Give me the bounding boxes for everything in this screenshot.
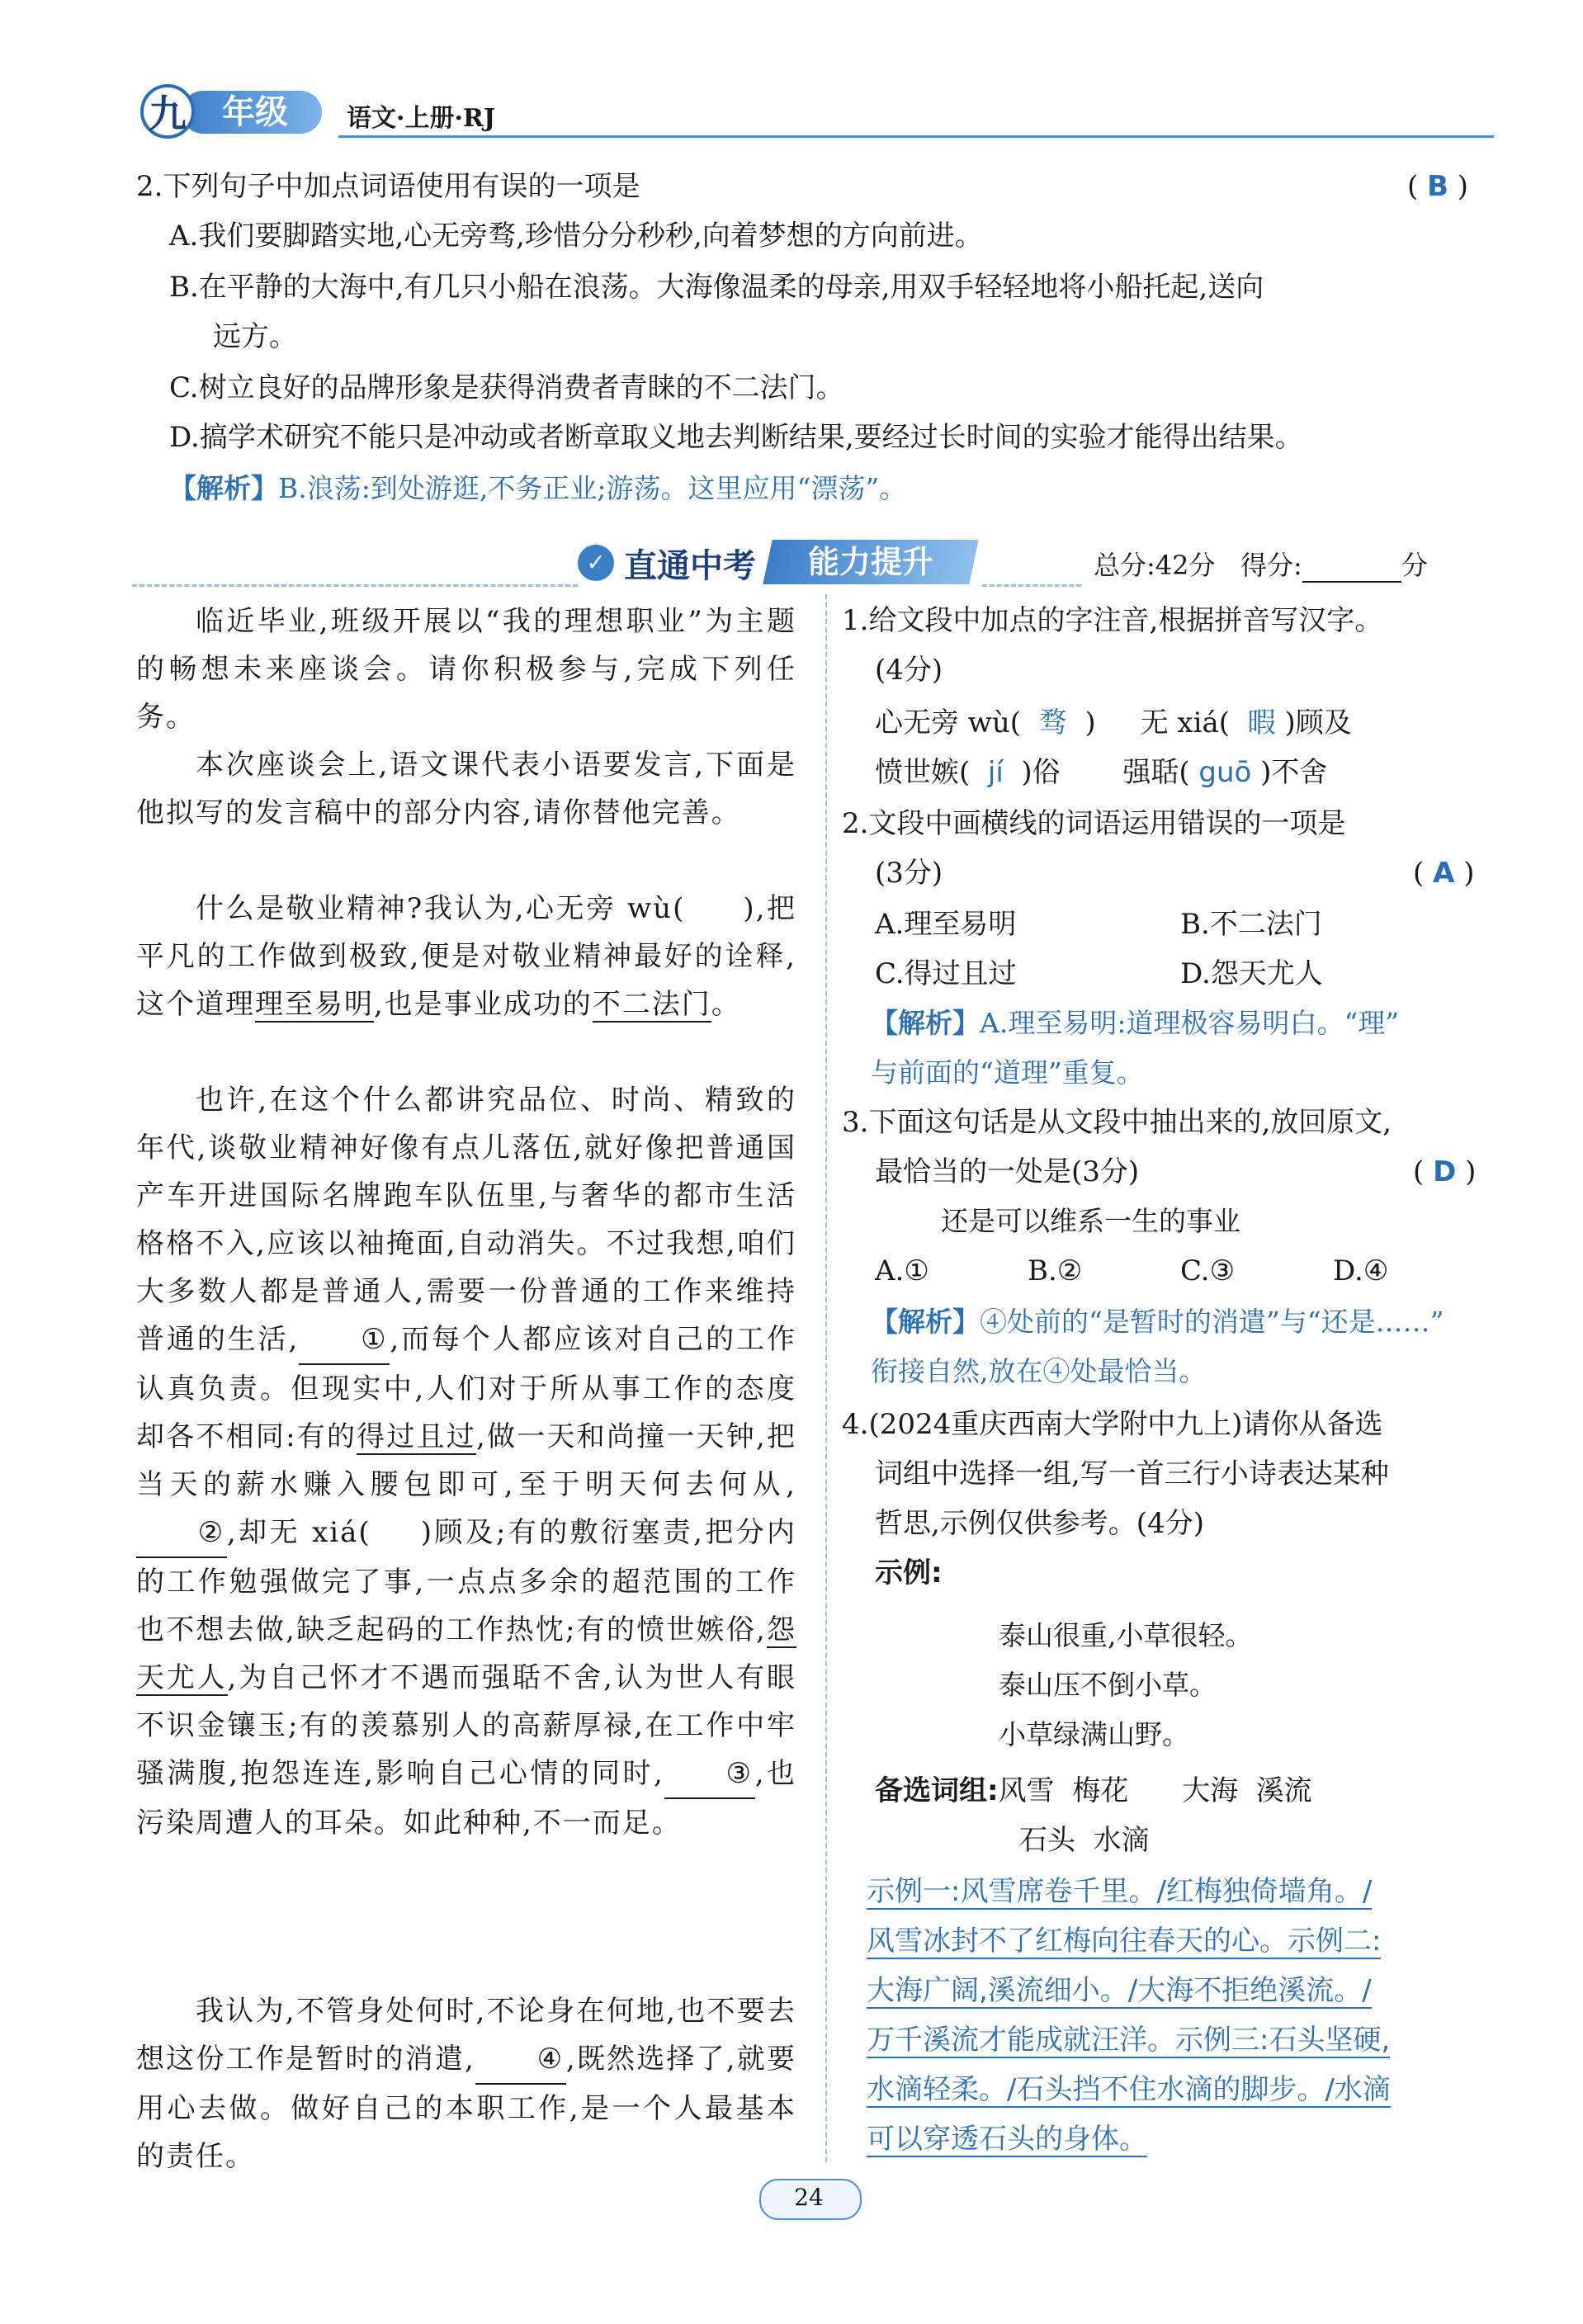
q2-answer-bracket: ( A ) xyxy=(1413,857,1475,890)
q4-poem-line3: 小草绿满山野。 xyxy=(999,1718,1189,1750)
q1-answers-row1: 心无旁 wù( 骛 ) 无 xiá( 暇 )顾及 xyxy=(875,706,1352,739)
q3-stem-line2: 最恰当的一处是(3分) xyxy=(875,1155,1140,1188)
q4-stem-line1: 4.(2024重庆西南大学附中九上)请你从备选 xyxy=(842,1408,1383,1441)
q3-sentence: 还是可以维系一生的事业 xyxy=(941,1205,1240,1237)
q2-option-a: A.理至易明 xyxy=(875,908,1017,941)
passage-para-3: 我认为,不管身处何时,不论身在何地,也不要去想这份工作是暂时的消遣, ④,既然选择了,就要用心去做。做好自己的本职工作,是一个人最基本的责任。 xyxy=(136,1995,796,2173)
q2-option-d: D.怨天尤人 xyxy=(1180,957,1323,990)
top-q2-answer: B xyxy=(1427,170,1448,203)
q2-analysis-line1: 【解析】A.理至易明:道理极容易明白。“理” xyxy=(871,1007,1400,1039)
q4-options-line1: 备选词组:风雪 梅花 大海 溪流 xyxy=(875,1774,1312,1807)
check-icon: ✓ xyxy=(578,545,614,581)
underlined-phrase-3: 得过且过 xyxy=(357,1420,477,1453)
banner-dash-left xyxy=(132,584,578,587)
q4-stem-line2: 词组中选择一组,写一首三行小诗表达某种 xyxy=(875,1457,1389,1490)
page-header xyxy=(132,83,1494,140)
q1-stem-line2: (4分) xyxy=(875,654,943,687)
page-number: 24 xyxy=(759,2179,858,2217)
top-q2-stem: 2.下列句子中加点词语使用有误的一项是 xyxy=(136,170,640,203)
banner-dash-right xyxy=(982,584,1081,587)
q4-model-answer-2: 风雪冰封不了红梅向往春天的心。示例二: xyxy=(867,1925,1382,1958)
passage-intro-1: 临近毕业,班级开展以“我的理想职业”为主题的畅想未来座谈会。请你积极参与,完成下列任务。 xyxy=(136,605,796,734)
q3-option-a: A.① xyxy=(875,1254,929,1287)
q4-model-answer-6: 可以穿透石头的身体。 xyxy=(867,2123,1147,2156)
q2-analysis-line2: 与前面的“道理”重复。 xyxy=(871,1056,1144,1089)
top-q2-analysis: 【解析】B.浪荡:到处游逛,不务正业;游荡。这里应用“漂荡”。 xyxy=(169,472,907,504)
underlined-phrase-4: 怨天尤人 xyxy=(136,1613,796,1694)
score-blank xyxy=(1302,556,1401,583)
blank-2: ② xyxy=(136,1509,227,1558)
passage-para-1: 什么是敬业精神?我认为,心无旁 wù( ),把平凡的工作做到极致,便是对敬业精神最好的诠释,这个道理理至易明,也是事业成功的不二法门。 xyxy=(136,892,796,1021)
q4-model-answer-3: 大海广阔,溪流细小。/大海不拒绝溪流。/ xyxy=(867,1974,1372,2007)
q2-option-b: B.不二法门 xyxy=(1180,908,1322,941)
underlined-phrase-2: 不二法门 xyxy=(592,988,711,1021)
q3-answer: D xyxy=(1433,1155,1457,1188)
q4-model-answer-1: 示例一:风雪席卷千里。/红梅独倚墙角。/ xyxy=(867,1875,1373,1908)
grade-number: 九 xyxy=(140,84,195,139)
banner-title-2: 能力提升 xyxy=(763,540,978,584)
q3-answer-bracket: ( D ) xyxy=(1413,1155,1477,1188)
passage-para-2: 也许,在这个什么都讲究品位、时尚、精致的年代,谈敬业精神好像有点儿落伍,就好像把普通国产车开进国际名牌跑车队伍里,与奢华的都市生活格格不入,应该以袖掩面,自动消失。不过我想,咱们大多数人都是普通人,需要一份普通的工作来维持普通的生活, ①,而每个人都应该对自己的工作认真负责。但现实中,人们对于所从事工作的态度却各不相同:有的得过且过,做一天和尚撞一天钟,把当天的薪水赚入腰包即可,至于明天何去何从,②,却无 xiá( )顾及;有的敷衍塞责,把分内的工作勉强做完了事,一点点多余的超范围的工作也不想去做,缺乏起码的工作热忱;有的愤世嫉俗,怨天尤人,为自己怀才不遇而强聒不舍,认为世人有眼不识金镶玉;有的羡慕别人的高薪厚禄,在工作中牢骚满腹,抱怨连连,影响自己心情的同时, ③,也污染周遭人的耳朵。如此种种,不一而足。 xyxy=(136,1084,797,1840)
score-line: 总分:42分 得分: 分 xyxy=(1094,550,1428,581)
q3-analysis-line1: 【解析】④处前的“是暂时的消遣”与“还是……” xyxy=(871,1306,1444,1338)
top-q2-option-d: D.搞学术研究不能只是冲动或者断章取义地去判断结果,要经过长时间的实验才能得出结果。 xyxy=(169,421,1303,454)
q4-poem-line1: 泰山很重,小草很轻。 xyxy=(999,1619,1253,1651)
q2-option-c: C.得过且过 xyxy=(875,957,1017,990)
q2-answer: A xyxy=(1433,857,1455,890)
column-divider xyxy=(825,594,827,2162)
q4-options-line2: 石头 水滴 xyxy=(1019,1824,1150,1857)
header-rule xyxy=(338,135,1494,138)
q2-stem-line2: (3分) xyxy=(875,857,943,890)
blank-3: ③ xyxy=(664,1750,755,1799)
top-q2-option-b-line1: B.在平静的大海中,有几只小船在浪荡。大海像温柔的母亲,用双手轻轻地将小船托起,送向 xyxy=(169,271,1264,304)
q3-option-c: C.③ xyxy=(1180,1254,1236,1287)
q3-option-d: D.④ xyxy=(1333,1254,1389,1287)
underlined-phrase-1: 理至易明 xyxy=(255,988,374,1021)
grade-label: 年级 xyxy=(182,91,322,134)
banner-title-1: ✓ 直通中考 xyxy=(578,540,933,584)
blank-1: ① xyxy=(299,1316,390,1365)
q4-stem-line3: 哲思,示例仅供参考。(4分) xyxy=(875,1507,1204,1540)
subject-label: 语文·上册·RJ xyxy=(347,104,496,133)
q2-stem-line1: 2.文段中画横线的词语运用错误的一项是 xyxy=(842,807,1346,840)
section-banner xyxy=(132,536,1494,594)
q4-example-label: 示例: xyxy=(875,1556,943,1589)
q4-model-answer-5: 水滴轻柔。/石头挡不住水滴的脚步。/水滴 xyxy=(867,2073,1391,2106)
q4-model-answer-4: 万千溪流才能成就汪洋。示例三:石头坚硬, xyxy=(867,2024,1391,2057)
top-q2-option-a: A.我们要脚踏实地,心无旁骛,珍惜分分秒秒,向着梦想的方向前进。 xyxy=(169,220,983,253)
q3-option-b: B.② xyxy=(1028,1254,1083,1287)
q1-answers-row2: 愤世嫉( jí )俗 强聒( guō )不舍 xyxy=(875,756,1328,789)
top-q2-option-c: C.树立良好的品牌形象是获得消费者青睐的不二法门。 xyxy=(169,371,844,404)
top-q2-answer-bracket: ( B ) xyxy=(1407,170,1469,203)
q4-poem-line2: 泰山压不倒小草。 xyxy=(999,1669,1217,1701)
top-q2-option-b-line2: 远方。 xyxy=(213,320,297,353)
q3-stem-line1: 3.下面这句话是从文段中抽出来的,放回原文, xyxy=(842,1106,1392,1139)
blank-4: ④ xyxy=(475,2035,566,2085)
passage-intro-2: 本次座谈会上,语文课代表小语要发言,下面是他拟写的发言稿中的部分内容,请你替他完善。 xyxy=(136,749,796,829)
q3-analysis-line2: 衔接自然,放在④处最恰当。 xyxy=(871,1355,1207,1387)
q1-stem-line1: 1.给文段中加点的字注音,根据拼音写汉字。 xyxy=(842,604,1383,637)
grade-badge xyxy=(132,83,330,140)
